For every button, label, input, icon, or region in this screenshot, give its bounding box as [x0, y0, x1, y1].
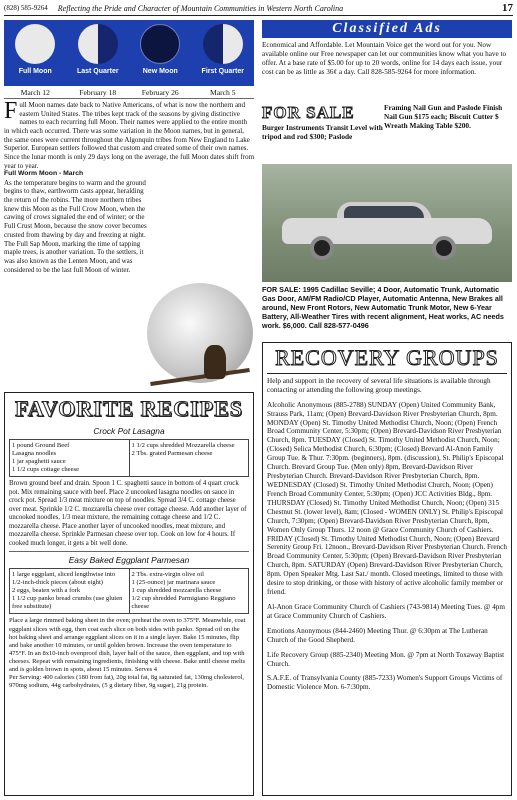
- recovery-groups-title: RECOVERY GROUPS: [267, 345, 507, 374]
- moon-article-body: As the temperature begins to warm and the ground begins to thaw, earthworm casts appear, heralding the return of the robins. The more northern tribes knew this Moon as the Full Crow Moon, when the cawing of crows signaled the end of winter; or the Full Crust Moon, because the snow cover becomes crusted from thawing by day and freezing at night. The Full Sap Moon, marking the time of tapping maple trees, is another variation. To the settlers, it was also known as the Lenten Moon, and was considered to be the last full Moon of winter.: [4, 178, 147, 274]
- moon-article-intro: ull Moon names date back to Native Americans, of what is now the northern and eastern United States. The tribes kept track of the seasons by giving distinctive names to each recurring full Moon. Their names were applied to the entire month in which each occurred. There was some variation in the Moon names, but in general, the same ones were current throughout the Algonquin tribes from New England to Lake Superior. European settlers followed that custom and created some of their own names. Since the lunar month is only 29 days long on the average, the full Moon dates shift from year to year.: [4, 101, 255, 170]
- for-sale-items-left: Burger Instruments Transit Level with tripod and rod $300; Paslode: [262, 123, 383, 142]
- favorite-recipes-box: [4, 392, 254, 796]
- page-number: 17: [502, 1, 513, 14]
- car-photo: [262, 164, 512, 282]
- moon-article: [4, 98, 255, 274]
- recipe-title: Easy Baked Eggplant Parmesan: [68, 555, 190, 566]
- ingredient-table: [9, 568, 249, 614]
- emotions-anonymous-listing: Emotions Anonymous (844-2460) Meeting Thur. @ 6:30pm at The Lutheran Church of the Good Shepherd.: [267, 626, 488, 644]
- header-tagline: Reflecting the Pride and Character of Mountain Communities in Western North Carolina: [57, 3, 344, 13]
- moon-date: March 12: [20, 88, 50, 97]
- car-icon: [282, 198, 492, 252]
- al-anon-listing: Al-Anon Grace Community Church of Cashiers (743-9814) Meeting Tues. @ 4pm at Grace Community Church of Cashiers.: [267, 602, 505, 620]
- classified-ads-text: Economical and Affordable. Let Mountain Voice get the word out for you. Now available online our Free newspaper can let our communities know what you have to offer. At a base rate of $5.00 for up to 20 words, online for 14 days each issue, your cost can be as little as 36¢ a day. Call 828-585-9264 for more information.: [262, 41, 507, 76]
- safe-listing: S.A.F.E. of Transylvania County (885-7233) Women's Support Groups Victims of Domestic Violence Mon. 6-7:30pm.: [267, 674, 503, 692]
- last-quarter-moon-icon: [78, 24, 118, 64]
- header-phone: (828) 585-9264: [4, 4, 48, 13]
- moon-phase-last-quarter: [67, 20, 130, 86]
- for-sale-items-right: Framing Nail Gun and Paslode Finish Nail Gun $175 each; Biscuit Cutter $ Wreath Making Table $200.: [384, 103, 503, 131]
- life-recovery-group-listing: Life Recovery Group (885-2340) Meeting Mon. @ 7pm at North Toxaway Baptist Church.: [267, 650, 505, 668]
- moon-date: February 18: [79, 88, 117, 97]
- for-sale-heading: FOR SALE: [262, 103, 355, 122]
- ingredient-column: 1 large eggplant, sliced lengthwise into 1/2-inch-thick pieces (about eight) 2 eggs, beaten with a fork 1 1/2 cup panko bread crumbs (use gluten free substitute): [12, 571, 123, 611]
- divider: [9, 551, 249, 552]
- drop-cap: F: [4, 98, 18, 124]
- first-quarter-moon-icon: [203, 24, 243, 64]
- moon-date: March 5: [209, 88, 236, 97]
- moon-dates: [4, 88, 254, 99]
- moon-label: First Quarter: [201, 68, 244, 75]
- ingredient-table: [9, 439, 249, 477]
- classified-ads-banner: Classified Ads: [262, 20, 512, 38]
- car-for-sale-caption: FOR SALE: 1995 Cadillac Seville; 4 Door, Automatic Trunk, Automatic Gas Door, AM/FM Radio/CD Player, Automatic Antenna, New Brakes all around, New Front Rotors, New Automatic Trunk Motor, New 6-Year Battery, All-Weather Tires with recent alignment, Heat works, AC needs work. $6,000. Call 828-577-0496: [262, 285, 504, 330]
- recipes-title: FAVORITE RECIPES: [14, 396, 244, 421]
- alcoholics-anonymous-listing: Alcoholic Anonymous (885-2788) SUNDAY (Open) United Community Bank, Strauss Park, 11am; (Open) Brevard-Davidson River Presbyterian Church, 8pm. MONDAY (Open) St. Timothy United Methodist Church, Noon; (Open) French Broad Community Center, 5:30pm; (Open) Brevard-Davidson River Presbyterian Church, 8pm. TUESDAY (Closed) St. Timothy United Methodist Church, Noon; (Closed) Selica Methodist Church, 6:30pm; (Closed) Brevard Al-Anon Family Group Tue. & Thur. 7:30pm. (beginners), 8pm. (discussion), St. Philip's Episcopal Church. Brevard Group Tue. (Men only) 8pm, Brevard-Davidson River Presbyterian Church. Brevard-Davidson River Presbyterian Church, 8pm. WEDNESDAY (Closed) St. Timothy United Methodist Church, Noon; (Open) French Broad Community Center, 5:30pm; (Open) JCC Activities Bldg., 8pm. THURSDAY (Closed) St. Timothy United Methodist Church, Noon; (Open) 315 Chestnut St. (lower level), 8am; (Closed - WOMEN ONLY) St. Philip's Episcopal Church, 7:30pm; (Open) Brevard-Davidson River Presbyterian Church, 8pm, Women Only Group Thurs. 12 noon @ Grace Community Church of Cashiers. FRIDAY (Closed) St. Timothy United Methodist Church, Noon; (Open) Brevard Serenity Group Fri. 12noon., Brevard-Davidson River Presbyterian Church. French Broad Community Center, 5:30pm; (Open) Brevard-Davidson River Presbyterian Church, 8pm. SATURDAY (Open) Brevard-Davidson River Presbyterian Church, 8pm. Open Speaker Mtg. Last Sat./ month. Closed meetings, limited to those with desire to stop drinking, or those with history of active alcoholic family member or friend.: [267, 400, 507, 597]
- moon-phases-banner: [4, 20, 254, 86]
- recipe-steps: Place a large rimmed baking sheet in the oven; preheat the oven to 375°F. Meanwhile, coat eggplant slices with egg, then coat each slice on both sides with panko. Spread oil on the hot baking sheet and arrange eggplant slices on it in a single layer. Bake 15 minutes, flip and bake another 10 minutes, or until golden brown. Increase the oven temperature to 475°F. In an 8x10-inch ovenproof dish, layer half of the sauce, then eggplant, and top with cheeses. Repeat with remaining ingredients, finishing with cheese. Bake until cheese melts and is golden brown in spots, about 15 minutes. Serves 4 Per Serving: 400 calories (180 from fat), 20g total fat, 8g saturated fat, 130mg cholesterol, 970mg sodium, 44g carbohydrates, (5 g dietary fiber, 9g sugar), 21g protein.: [9, 617, 246, 690]
- moon-article-heading: Full Worm Moon - March: [4, 170, 84, 178]
- recipe-title: Crock Pot Lasagna: [93, 425, 165, 436]
- moon-phase-first-quarter: [192, 20, 255, 86]
- ingredient-column: 2 Tbs. extra-virgin olive oil 1 (25-ounce) jar marinara sauce 1 cup shredded mozzarella cheese 1/2 cup shredded Parmigiano Reggiano cheese: [129, 569, 249, 613]
- page-header: [4, 2, 513, 16]
- ingredient-column: 1 pound Ground Beef Lasagna noodles 1 jar spaghetti sauce 1 1/2 cups cottage cheese: [12, 442, 80, 474]
- moon-phase-new: [129, 20, 192, 86]
- moon-label: New Moon: [142, 68, 178, 75]
- recovery-intro: Help and support in the recovery of several life situations is available through contacting or attending the following group meetings.: [267, 376, 491, 394]
- recipe-steps: Brown ground beef and drain. Spoon 1 C. spaghetti sauce in bottom of 4 quart crock pot. Mix remaining sauce with beef. Place 2 uncooked lasagna noodles on sauce in crock pot. Spread 1/3 meat mixture on top of noodles. Spread 3/4 C. cottage cheese over meat. Sprinkle 1/2 C. mozzarella cheese over cottage cheese. Add another layer of uncooked noodles, 1/3 meat mixture, the remaining cottage cheese and 1/2 C. mozzarella cheese. Place another layer of uncooked noodles, meat mixture, and mozzarella cheese. Sprinkle Parmesan cheese over top. Cook on low for 4 hours. If cooked much longer, it gets a bit well done.: [9, 480, 247, 547]
- moon-phase-full: [4, 20, 67, 86]
- new-moon-icon: [140, 24, 180, 64]
- recovery-groups-box: [262, 342, 512, 796]
- full-moon-photo: [147, 283, 253, 383]
- moon-date: February 26: [141, 88, 179, 97]
- robin-silhouette-icon: [204, 345, 226, 379]
- moon-label: Last Quarter: [76, 68, 119, 75]
- moon-label: Full Moon: [18, 68, 52, 75]
- full-moon-icon: [15, 24, 55, 64]
- ingredient-column: 1 1/2 cups shredded Mozzarella cheese 2 Tbs. grated Parmesan cheese: [129, 440, 249, 476]
